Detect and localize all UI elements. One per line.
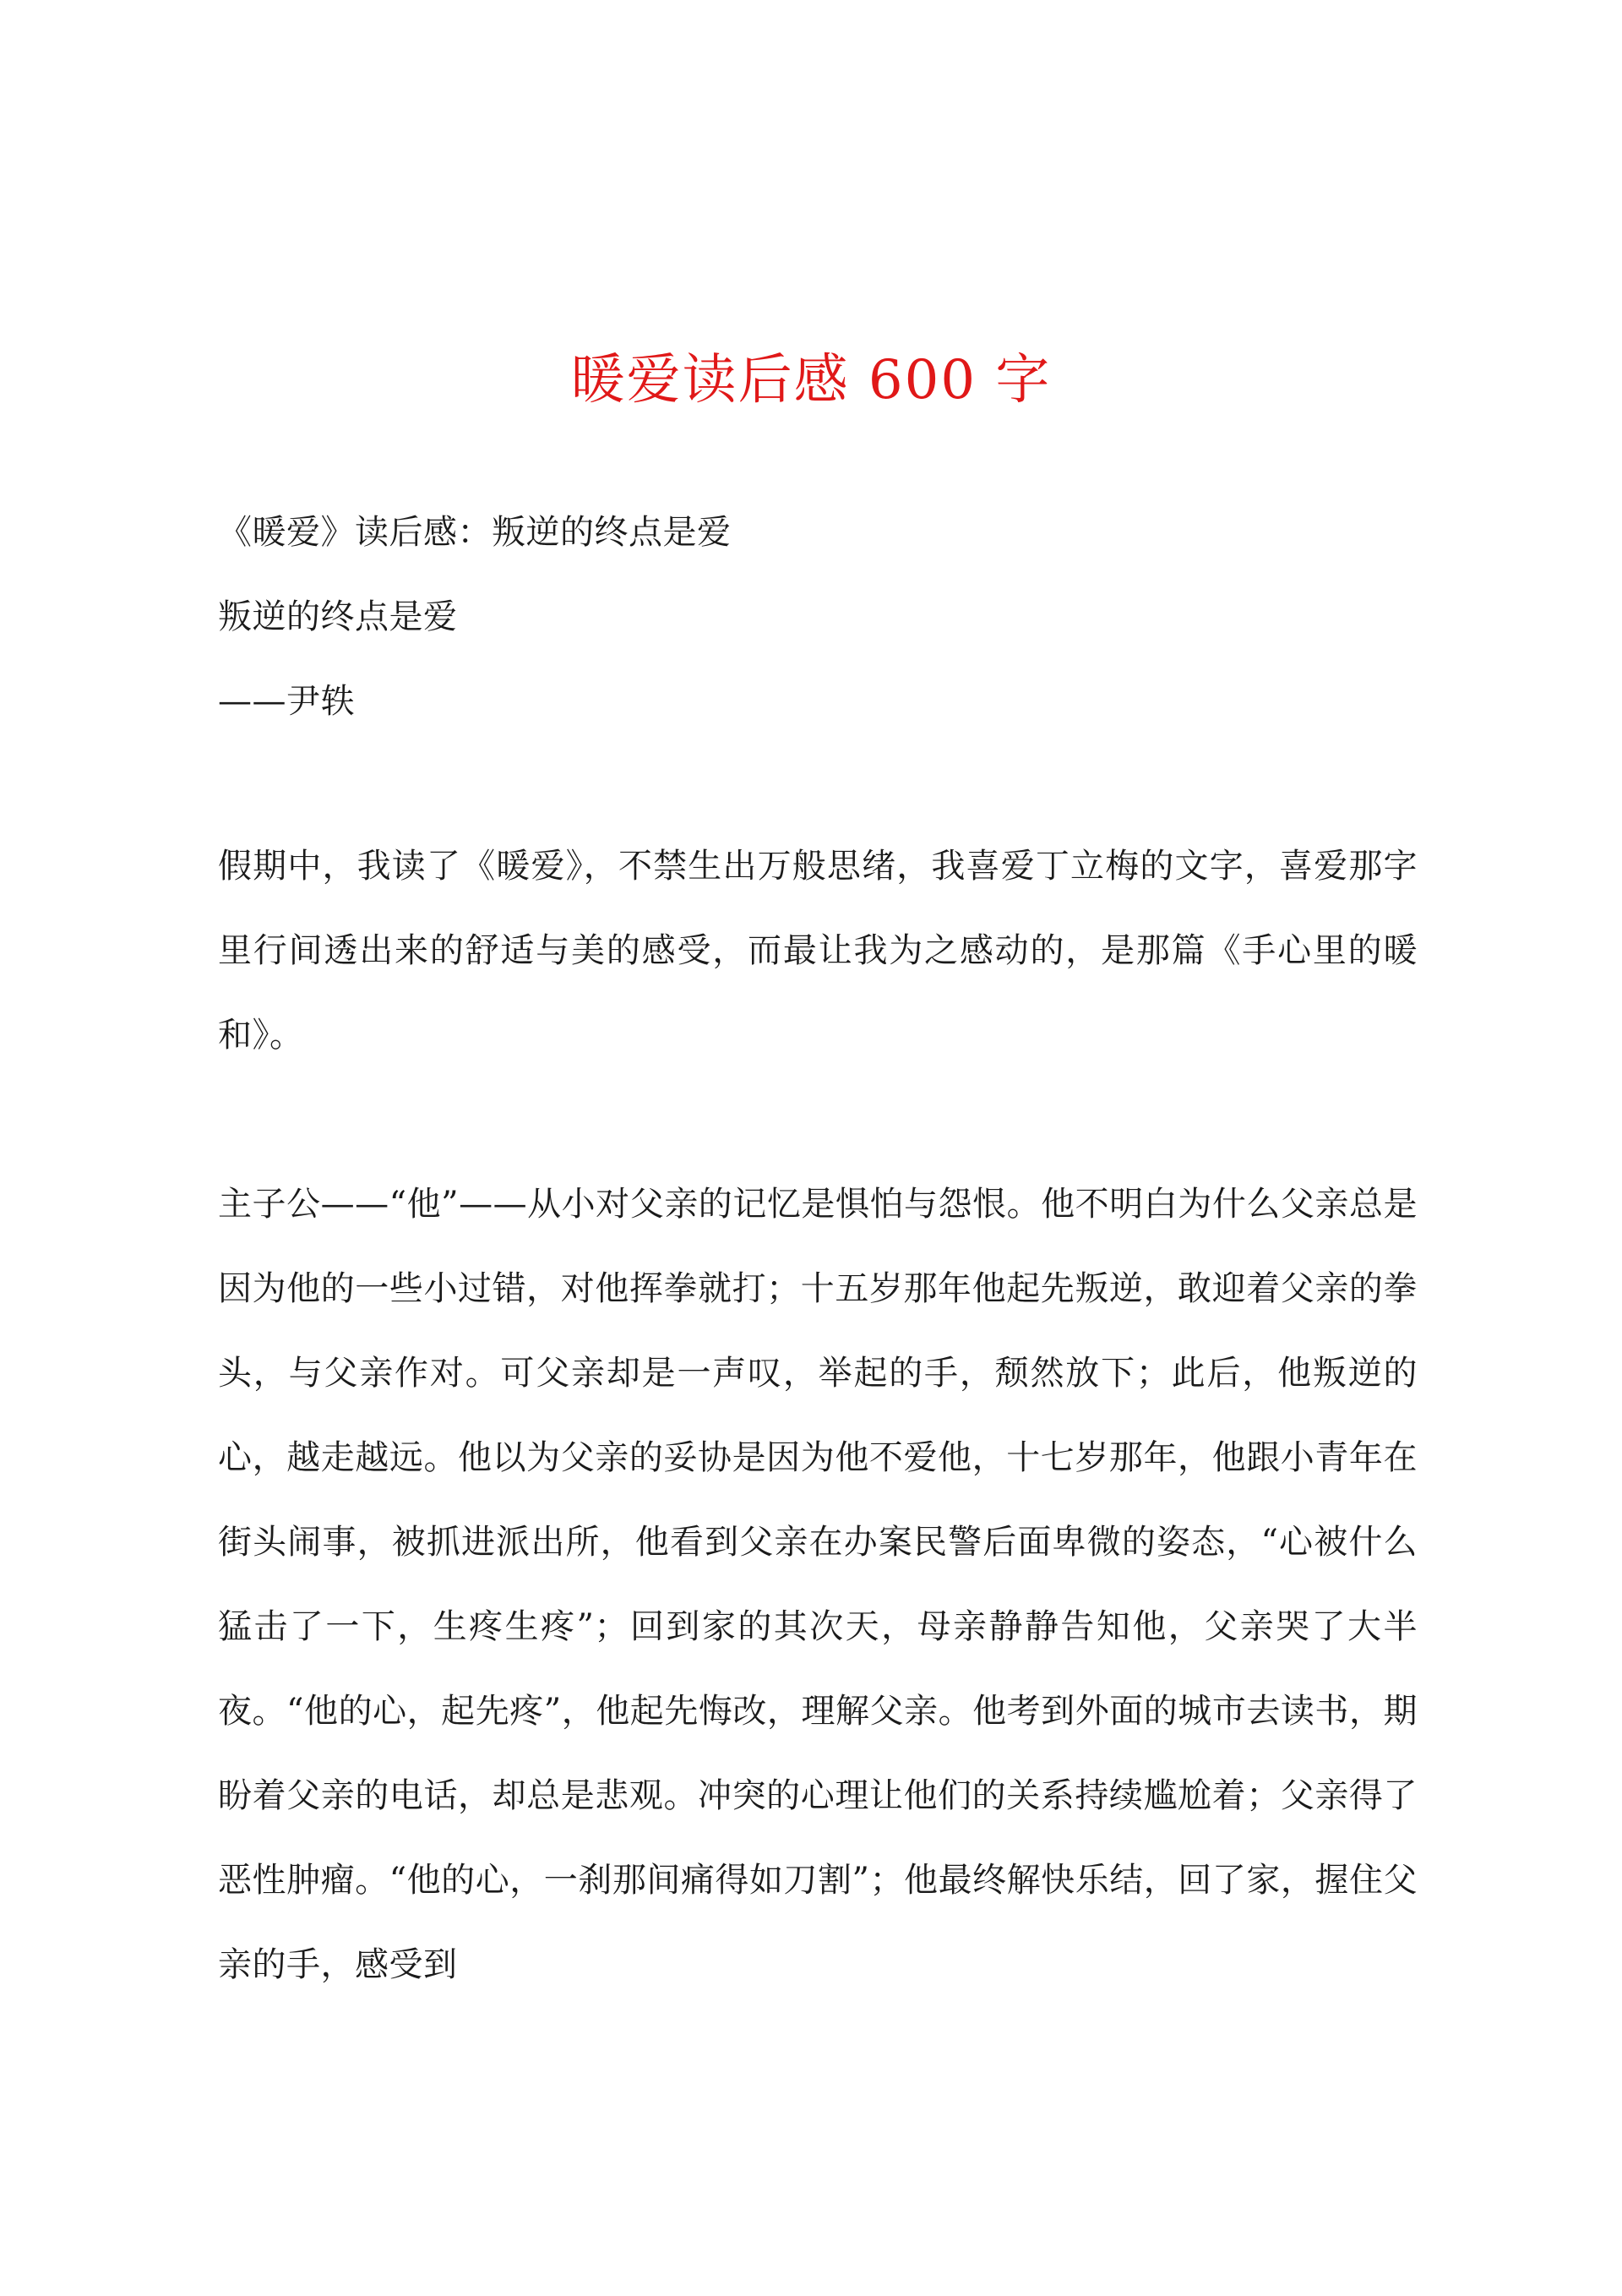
- paragraph-1: 假期中，我读了《暖爱》，不禁生出万般思绪，我喜爱丁立梅的文字，喜爱那字里行间透出来的舒适与美的感受，而最让我为之感动的，是那篇《手心里的暖和》。: [218, 847, 1418, 1055]
- subtitle-line: 《暖爱》读后感：叛逆的终点是爱: [218, 513, 732, 552]
- essay-title-line: 叛逆的终点是爱: [218, 597, 458, 636]
- paragraph-2: 主子公——“他”——从小对父亲的记忆是惧怕与怨恨。他不明白为什么父亲总是因为他的一些小过错，对他挥拳就打；十五岁那年他起先叛逆，敢迎着父亲的拳头，与父亲作对。可父亲却是一声叹，举起的手，颓然放下；此后，他叛逆的心，越走越远。他以为父亲的妥协是因为他不爱他，十七岁那年，他跟小青年在街头闹事，被抓进派出所，他看到父亲在办案民警后面卑微的姿态，“心被什么猛击了一下，生疼生疼”；回到家的其次天，母亲静静告知他，父亲哭了大半夜。“他的心，起先疼”，他起先悔改，理解父亲。他考到外面的城市去读书，期盼着父亲的电话，却总是悲观。冲突的心理让他们的关系持续尴尬着；父亲得了恶性肿瘤。“他的心，一刹那间痛得如刀割”；他最终解快乐结，回了家，握住父亲的手，感受到: [218, 1185, 1418, 1984]
- document-title: 暖爱读后感 600 字: [570, 349, 1052, 412]
- header-block: [218, 490, 1418, 744]
- author-line: ——尹轶: [218, 682, 355, 721]
